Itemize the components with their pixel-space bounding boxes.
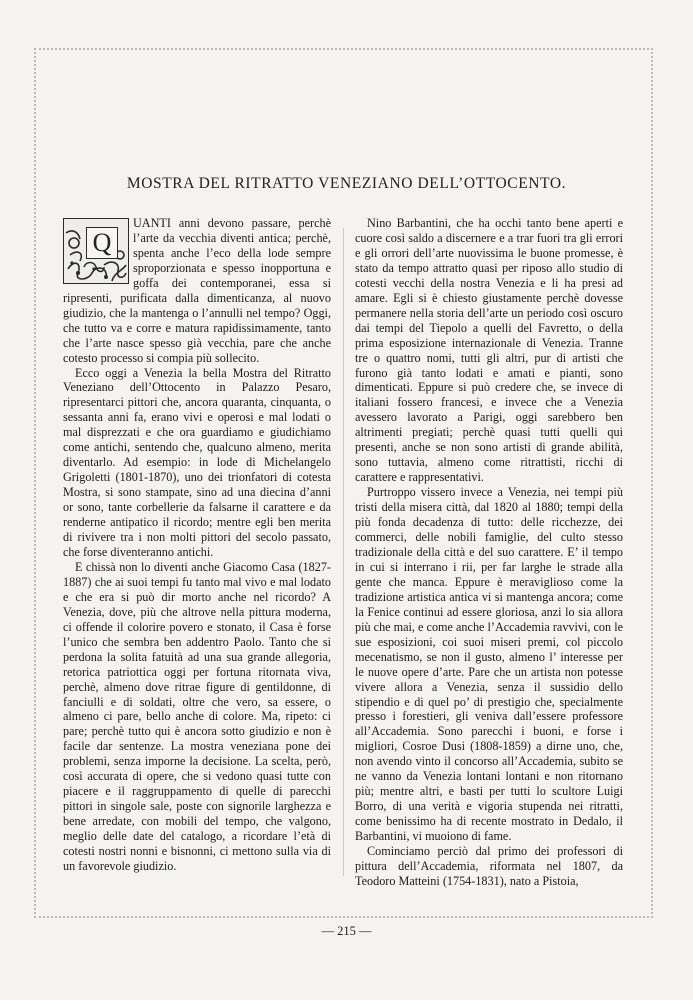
left-column bbox=[63, 216, 331, 874]
paragraph-1-text: UANTI anni devono passare, perchè l’arte da vecchia diventi antica; perchè, spenta anche l’eco della lode sempre sproporzionata e spesso inopportuna e goffa dei contemporanei, essa si ripresenti, purificata dalla dimenticanza, al nuovo giudizio, che la mantenga o l’annulli nel tempo? Oggi, che tutto va e corre e matura rapidissimamente, tanto che l’arte nasce spesso già vecchia, pare che anche cotesto processo si compia più sollecito. bbox=[63, 216, 331, 365]
paragraph-6: Cominciamo perciò dal primo dei professori di pittura dell’Accademia, riformata nel 1807, da Teodoro Matteini (1754-1831), nato a Pistoia, bbox=[355, 844, 623, 888]
ornamental-dropcap bbox=[63, 218, 129, 284]
dropcap-letter: Q bbox=[86, 227, 118, 259]
paragraph-1 bbox=[63, 216, 331, 366]
paragraph-4: Nino Barbantini, che ha occhi tanto bene aperti e cuore così saldo a discernere e a trar fuori tra gli errori e gli orrori dell’arte nuovissima le buone promesse, è stato da tempo attratto quasi per riposo allo studio di cotesti vecchi della nostra Venezia e li ha presi ad amare. Egli si è chiesto giustamente perchè dovesse permanere nella storia dell’arte un periodo così oscuro dai tempi del Tiepolo a quelli del Favretto, o della prima esposizione internazionale di Venezia. Tranne tre o quattro nomi, tutti gli altri, pur di artisti che furono già tanto lodati e amati e pianti, sono dimenticati. Eppure si può credere che, se invece di italiani fossero francesi, e invece che a Venezia avessero lavorato a Parigi, oggi sarebbero ben altrimenti pregiati; perchè quasi tutti quelli qui presenti, anche se non sono artisti di grande abilità, sono tuttavia, almeno come ritrattisti, ricchi di carattere e rappresentativi. bbox=[355, 216, 623, 485]
right-column bbox=[355, 216, 623, 889]
page-number: — 215 — bbox=[321, 924, 372, 938]
article-title: MOSTRA DEL RITRATTO VENEZIANO DELL’OTTOCENTO. bbox=[126, 175, 567, 192]
paragraph-2: Ecco oggi a Venezia la bella Mostra del Ritratto Veneziano dell’Ottocento in Palazzo Pesaro, ripresentarci pittori che, ancora quaranta, cinquanta, o sessanta anni fa, erano vivi e operosi e mal lodati o mal disprezzati e che ora guardiamo e giudichiamo come antichi, sentendo che, qualcuno almeno, merita diventarlo. Ad esempio: in lode di Michelangelo Grigoletti (1801-1870), uno dei trionfatori di cotesta Mostra, si sono stampate, sino ad una diecina d’anni or sono, tante corbellerie da falsarne il carattere e da renderne antipatico il ricordo; mentre egli ben merita di rivivere tra i non molti pittori del secolo passato, che forse diventeranno antichi. bbox=[63, 365, 331, 559]
paragraph-3: E chissà non lo diventi anche Giacomo Casa (1827-1887) che ai suoi tempi fu tanto mal vivo e mal lodato e che era si può dir morto anche nel ricordo? A Venezia, dove, più che altrove nella pittura moderna, ci offende il colorire povero e stonato, il Casa è forse l’unico che sembra ben addentro Paolo. Tanto che si perdona la solita fatuità ad una sua grande allegoria, retorica patriottica oggi per fortuna ritornata viva, perchè, almeno dove ritrae figure di gentildonne, di fanciulli e di soldati, oltre che vero, sa essere, o almeno ci pare, bello anche di colore. Ma, ripeto: ci pare; perchè tutto qui è ancora sotto giudizio e non è facile dar sentenze. La mostra veneziana pone dei problemi, senza imporne la decisione. La scelta, però, così accurata di opere, che si vedono quasi tutte con piacere e il raggruppamento di quelle di parecchi pittori in singole sale, poste con signorile larghezza e bene arredate, con mobili del tempo, che valgono, meglio delle date del catalogo, a ricordare l’età di cotesti nostri nonni e bisnonni, ci mettono sulla via di un favorevole giudizio. bbox=[63, 559, 331, 873]
column-divider bbox=[343, 228, 344, 876]
paragraph-5: Purtroppo vissero invece a Venezia, nei tempi più tristi della misera città, dal 1820 al 1880; tempi della più fonda decadenza di tutto: delle ricchezze, dei commerci, delle nobili famiglie, del culto stesso tradizionale della città e del suo carattere. E’ il tempo in cui si interrano i rii, per far larghe le strade alla gente che manca. Eppure è meraviglioso come la tradizione artistica antica vi si mantenga ancora; come la Fenice continui ad essere gloriosa, anzi lo sia allora più che mai, e come anche l’Accademia ravvivi, con le sue esposizioni, coi suoi miseri premi, col piccolo mecenatismo, se non il gusto, almeno l’ interesse per le nuove opere d’arte. Pare che un artista non potesse vivere allora a Venezia, senza il sussidio dello stipendio e di quel po’ di prestigio che, specialmente presso i forestieri, gli veniva dall’essere professore all’Accademia. Sono parecchi i buoni, e forse i migliori, Cosroe Dusi (1808-1859) a dirne uno, che, non avendo vinto il concorso all’Accademia, subito se ne vanno da Venezia lontani lontani e non ritornano più; mentre altri, e basti per tutti lo scultore Luigi Borro, di una verità e vigoria stupenda nei ritratti, come benissimo ha di recente mostrato in Dedalo, il Barbantini, vi muoiono di fame. bbox=[355, 485, 623, 844]
